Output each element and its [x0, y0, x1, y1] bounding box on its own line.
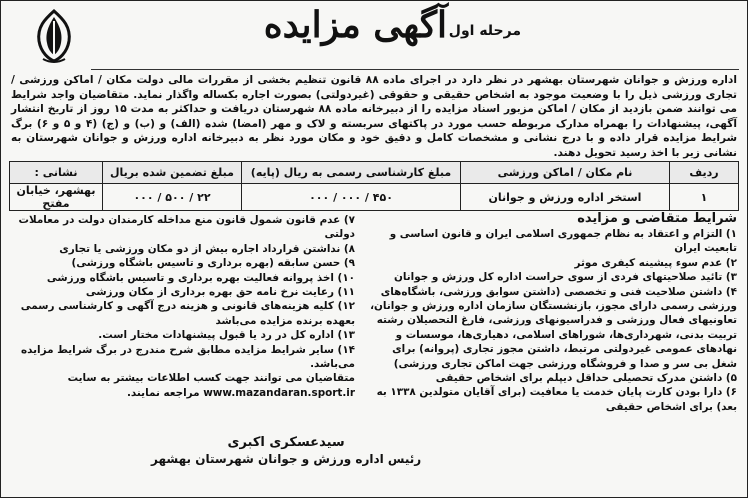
condition-item: ۱۲) کلیه هزینه‌های قانونی و هزینه درج آگهی و کارشناسی رسمی بعهده برنده مزایده می‌باشد	[20, 300, 355, 327]
condition-item: ۷) عدم قانون شمول قانون منع مداخله کارمندان دولت در معاملات دولتی	[18, 214, 355, 241]
website-note: متقاضیان می توانند جهت کسب اطلاعات بیشتر به سایت www.mazandaran.sport.ir مراجعه نمایند.	[67, 372, 355, 399]
condition-item: ۱۱) رعایت نرخ نامه حق بهره برداری از مکان ورزشی	[85, 286, 355, 299]
cell-venue-name: استخر اداره ورزش و جوانان	[461, 184, 670, 211]
ad-title: آگهی مزایده	[263, 4, 447, 46]
condition-item: ۱۳) اداره کل در رد یا قبول پیشنهادات مختار است.	[98, 329, 355, 342]
conditions-heading: شرایط متقاضی و مزایده	[577, 211, 737, 226]
cell-guarantee-amount: ۲۲ / ۵۰۰ / ۰۰۰	[103, 184, 242, 211]
signatory-name: سیدعسکری اکبری	[227, 435, 345, 450]
cell-appraised-price: ۴۵۰ / ۰۰۰ / ۰۰۰	[242, 184, 461, 211]
condition-item: ۱۰) اخذ پروانه فعالیت بهره برداری و تاسیس باشگاه ورزشی	[46, 271, 355, 284]
venue-table	[9, 161, 739, 211]
condition-item: ۹) حسن سابقه (بهره برداری و تاسیس باشگاه ورزشی)	[71, 257, 355, 270]
signatory-title: رئیس اداره ورزش و جوانان شهرستان بهشهر	[151, 452, 422, 466]
col-header-address: نشانی :	[10, 162, 103, 184]
condition-item: ۶) دارا بودن کارت پایان خدمت یا معافیت (برای آقایان متولدین ۱۳۳۸ به بعد) برای اشخاص حقیقی	[376, 386, 737, 413]
intro-paragraph: اداره ورزش و جوانان شهرستان بهشهر در نظر دارد در اجرای ماده ۸۸ قانون تنظیم بخشی از مقررات مالی دولت مکان / اماکن ورزشی / تجاری ورزشی ذیل را با وضعیت موجود به اشخاص حقیقی و حقوقی (غیردولتی) بصورت اجاره بکساله واگذار نماید. متقاضیان واجد شرایط می توانند ضمن بازدید از مکان / اماکن مزبور اسناد مزایده را از دبیرخانه ماده ۸۸ شهرستان دریافت و حداکثر به مدت ۱۵ روز از تاریخ انتشار آگهی، پیشنهادات را بهمراه مدارک مربوطه حسب مورد در پاکتهای سربسته و لاک و مهر (امضا) شده (الف) و (ب) و (ج) (۴ و ۵ و ۶) برگ شرایط مزایده قرار داده و با درج نشانی و مشخصات کامل و دقیق خود و مکان مورد نظر به دبیرخانه اداره ورزش و جوانان شهرستان به نشانی زیر با اخذ رسید تحویل دهند.	[11, 74, 737, 159]
condition-item: ۳) تائید صلاحیتهای فردی از سوی حراست اداره کل ورزش و جوانان	[393, 271, 737, 284]
iran-emblem-icon	[31, 7, 77, 65]
table-row	[10, 184, 739, 211]
conditions-left-column	[15, 213, 355, 400]
header-divider	[91, 69, 739, 70]
col-header-row-number: ردیف	[670, 162, 739, 184]
condition-item: ۸) نداشتن قرارداد اجاره بیش از دو مکان ورزشی یا تجاری	[59, 242, 355, 255]
conditions-right-column	[367, 227, 737, 414]
condition-item: ۱) التزام و اعتقاد به نظام جمهوری اسلامی ایران و قانون اساسی و تابعیت ایران	[389, 228, 737, 255]
condition-item: ۲) عدم سوء پیشینه کیفری موثر	[574, 256, 737, 269]
cell-row-number: ۱	[670, 184, 739, 211]
col-header-appraised-price: مبلغ کارشناسی رسمی به ریال (پایه)	[242, 162, 461, 184]
cell-address: بهشهر، خیابان مفتح	[10, 184, 103, 211]
condition-item: ۵) داشتن مدرک تحصیلی حداقل دیپلم برای اشخاص حقیقی	[435, 372, 737, 385]
col-header-guarantee-amount: مبلغ تضمین شده بریال	[103, 162, 242, 184]
condition-item: ۴) داشتن صلاحیت فنی و تخصصی (داشتن سوابق ورزشی، باشگاه‌های ورزشی رسمی دارای مجوز، بازنشستگان سازمان اداره ورزش و جوانان، تعاونیهای فعال ورزشی و فدراسیونهای ورزشی، فارغ التحصیلان رشته تربیت بدنی، شهرداری‌ها، شورا‌های اسلامی، دهیاری‌ها، موسسات و نهادهای عمومی غیردولتی مرتبط، داشتن مجوز تجاری (پروانه) برای شغل بی سر و صدا و فروشگاه ورزشی جهت اماکن تجاری ورزشی)	[370, 285, 737, 370]
ad-subtitle: مرحله اول	[448, 23, 521, 39]
condition-item: ۱۴) سایر شرایط مزایده مطابق شرح مندرج در برگ شرایط مزایده می‌باشد.	[21, 343, 355, 371]
table-header-row	[10, 162, 739, 184]
col-header-venue-name: نام مکان / اماکن ورزشی	[461, 162, 670, 184]
signature-block	[151, 434, 421, 468]
